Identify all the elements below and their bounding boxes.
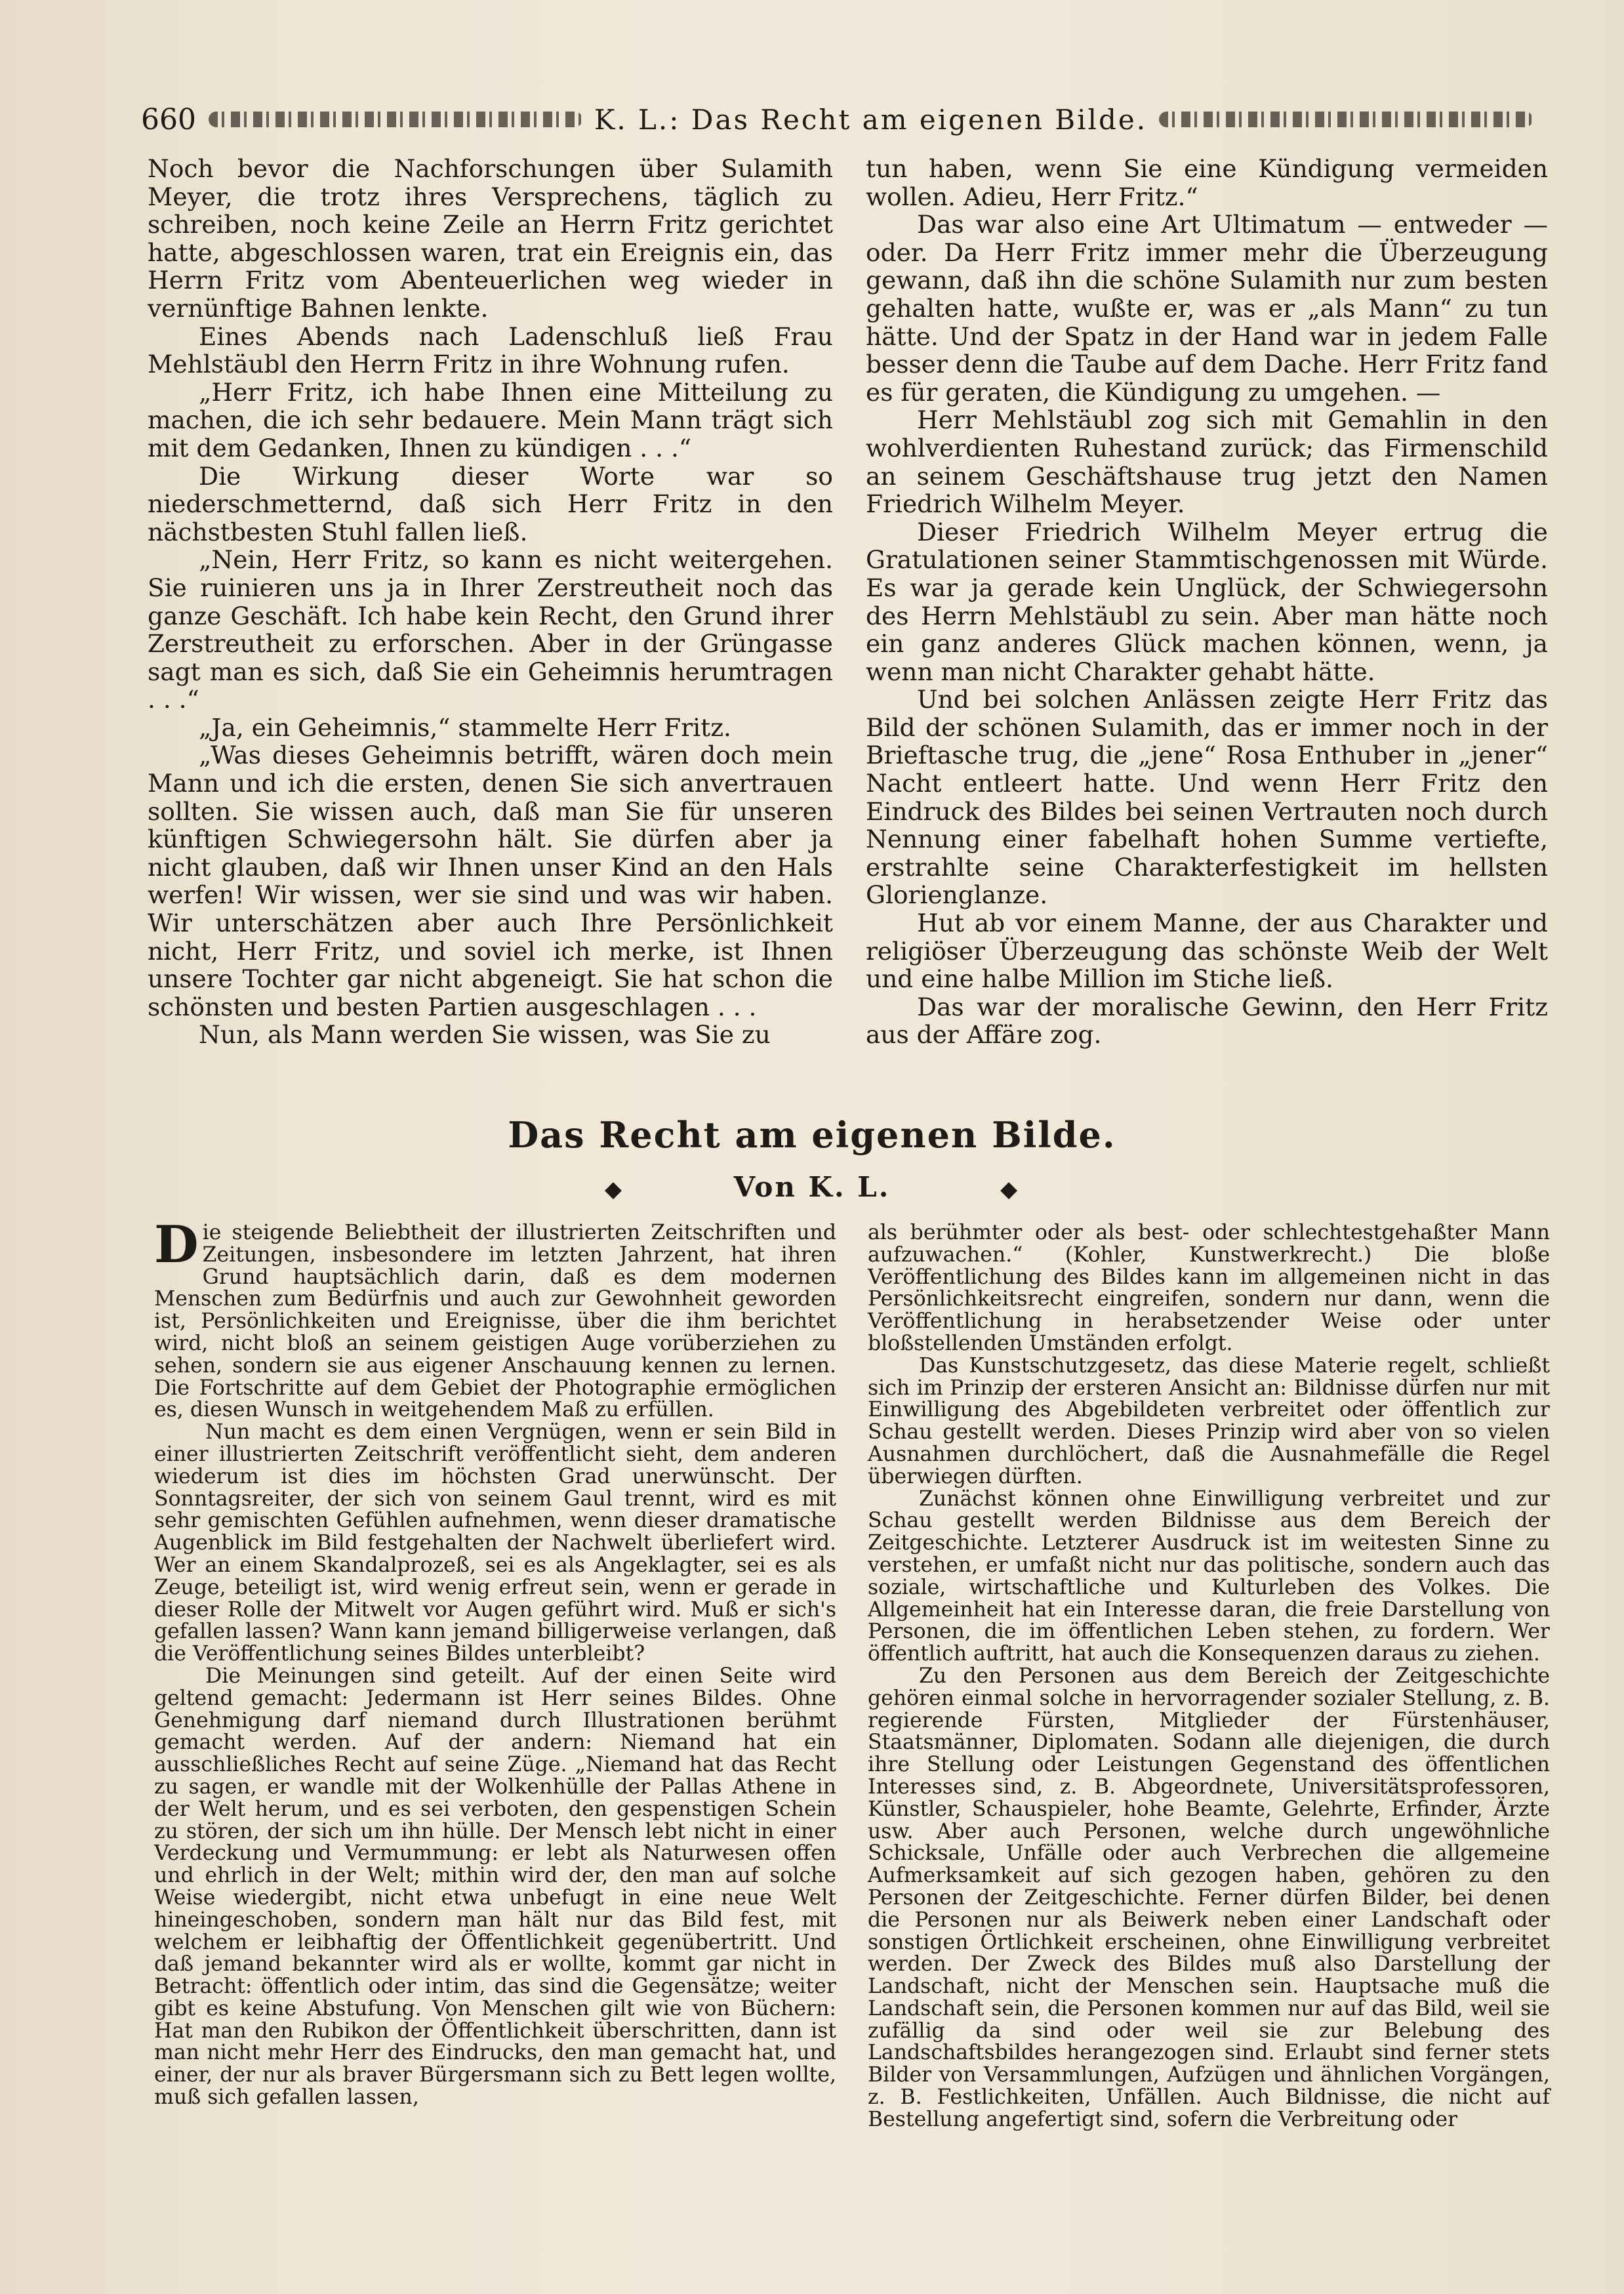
story-paragraph: „Nein, Herr Fritz, so kann es nicht weitergehen. Sie ruinieren uns ja in Ihrer Zerstreutheit noch das ganze Geschäft. Ich habe kein Recht, den Grund ihrer Zerstreutheit zu erforschen. Aber in der Grüngasse sagt man es sich, daß Sie ein Geheimnis herumtragen . . .“ [148, 545, 833, 714]
diamond-ornament-icon: ◆ [604, 1176, 624, 1202]
article-paragraph: Das Kunstschutzgesetz, das diese Materie regelt, schließt sich im Prinzip der ersteren Ansicht an: Bildnisse dürfen nur mit Einwilligung des Abgebildeten verbreitet oder öffentlich zur Schau gestellt werden. Dieses Prinzip wird aber von so vielen Ausnahmen durchlöchert, daß die Ausnahmefälle die Regel überwiegen dürften. [868, 1353, 1550, 1488]
article-paragraph: Die Meinungen sind geteilt. Auf der einen Seite wird geltend gemacht: Jedermann ist Herr seines Bildes. Ohne Genehmigung darf niemand durch Illustrationen berühmt gemacht werden. Auf der andern: Niemand hat ein ausschließliches Recht auf seine Züge. „Niemand hat das Recht zu sagen, er wandle mit der Wolkenhülle der Pallas Athene in der Welt herum, und es sei verboten, den gespenstigen Schein zu stören, der sich um ihn hülle. Der Mensch lebt nicht in einer Verdeckung und Vermummung: er lebt als Naturwesen offen und ehrlich in der Welt; mithin wird der, den man auf solche Weise wiedergibt, nicht etwa unbefugt in eine neue Welt hineingeschoben, sondern man hält nur das Bild fest, mit welchem er leibhaftig der Öffentlichkeit gegenübertritt. Und daß jemand bekannter wird als er wollte, kommt gar nicht in Betracht: öffentlich oder intim, das sind die Gegensätze; weiter gibt es keine Abstufung. Von Menschen gilt wie von Büchern: Hat man den Rubikon der Öffentlichkeit überschritten, dann ist man nicht mehr Herr des Eindrucks, den man gemacht hat, und einer, der nur als braver Bürgersmann sich zu Bett legen wollte, muß sich gefallen lassen, [154, 1664, 836, 2110]
diamond-ornament-icon: ◆ [1000, 1176, 1020, 1202]
story-paragraph: Eines Abends nach Ladenschluß ließ Frau Mehlstäubl den Herrn Fritz in ihre Wohnung rufen. [148, 321, 833, 379]
story-paragraph: Noch bevor die Nachforschungen über Sulamith Meyer, die trotz ihres Versprechens, täglich zu schreiben, noch keine Zeile an Herrn Fritz gerichtet hatte, abgeschlossen waren, trat ein Ereignis ein, das Herrn Fritz vom Abenteuerlichen weg wieder in vernünftige Bahnen lenkte. [148, 154, 833, 323]
page-number: 660 [141, 102, 196, 136]
story-paragraph: „Ja, ein Geheimnis,“ stammelte Herr Fritz. [199, 712, 731, 742]
story-paragraph: Nun, als Mann werden Sie wissen, was Sie zu [199, 1020, 771, 1050]
story-paragraph: Das war also eine Art Ultimatum — entweder — oder. Da Herr Fritz immer mehr die Überzeugung gewann, daß ihn die schöne Sulamith nur zum besten gehalten hatte, wußte er, was er „als Mann“ zu tun hätte. Und der Spatz in der Hand war in jedem Falle besser denn die Taube auf dem Dache. Herr Fritz fand es für geraten, die Kündigung zu umgehen. — [866, 210, 1548, 407]
article-column-right [868, 1222, 1550, 2131]
byline-text: Von K. L. [733, 1171, 891, 1203]
article-paragraph: Zunächst können ohne Einwilligung verbreitet und zur Schau gestellt werden Bildnisse aus dem Bereich der Zeitgeschichte. Letzterer Ausdruck ist im weitesten Sinne zu verstehen, er umfaßt nicht nur das politische, sondern auch das soziale, wirtschaftliche und Kulturleben des Volkes. Die Allgemeinheit hat ein Interesse daran, die freie Darstellung von Personen, die im öffentlichen Leben stehen, zu fordern. Wer öffentlich auftritt, hat auch die Konsequenzen daraus zu ziehen. [868, 1486, 1550, 1666]
story-paragraph: Das war der moralische Gewinn, den Herr Fritz aus der Affäre zog. [866, 992, 1548, 1050]
page-header [141, 98, 1545, 140]
story-paragraph: Herr Mehlstäubl zog sich mit Gemahlin in den wohlverdienten Ruhestand zurück; das Firmenschild an seinem Geschäftshause trug jetzt den Namen Friedrich Wilhelm Meyer. [866, 405, 1548, 519]
story-column-right [866, 155, 1548, 1049]
story-paragraph: Und bei solchen Anlässen zeigte Herr Fritz das Bild der schönen Sulamith, das er immer noch in der Brieftasche trug, die „jene“ Rosa Enthuber in „jener“ Nacht entleert hatte. Und wenn Herr Fritz den Eindruck des Bildes bei seinen Vertrauten noch durch Nennung einer fabelhaft hohen Summe vertiefte, erstrahlte seine Charakterfestigkeit im hellsten Glorienglanze. [866, 685, 1548, 910]
article-paragraph: Nun macht es dem einen Vergnügen, wenn er sein Bild in einer illustrierten Zeitschrift veröffentlicht sieht, dem anderen wiederum ist dies im höchsten Grad unerwünscht. Der Sonntagsreiter, der sich von seinem Gaul trennt, wird es mit sehr gemischten Gefühlen aufnehmen, wenn dieser dramatische Augenblick im Bild festgehalten der Nachwelt überliefert wird. Wer an einem Skandalprozeß, sei es als Angeklagter, sei es als Zeuge, beteiligt ist, wird wenig erfreut sein, wenn er gerade in dieser Rolle der Mitwelt vor Augen geführt wird. Muß er sich's gefallen lassen? Wann kann jemand billigerweise verlangen, daß die Veröffentlichung seines Bildes unterbleibt? [154, 1420, 836, 1666]
article-title: Das Recht am eigenen Bilde. [508, 1114, 1116, 1156]
running-title: K. L.: Das Recht am eigenen Bilde. [594, 103, 1148, 136]
byline [0, 1171, 1624, 1203]
article-paragraph: als berühmter oder als best- oder schlechtestgehaßter Mann aufzuwachen.“ (Kohler, Kunstwerkrecht.) Die bloße Veröffentlichung des Bildes kann im allgemeinen nicht in das Persönlichkeitsrecht eingreifen, sondern nur dann, wenn die Veröffentlichung in herabsetzender Weise oder unter bloßstellenden Umständen erfolgt. [868, 1221, 1550, 1355]
header-ornament-right [1159, 112, 1533, 127]
story-paragraph: „Was dieses Geheimnis betrifft, wären doch mein Mann und ich die ersten, denen Sie sich anvertrauen sollten. Sie wissen auch, daß man Sie für unseren künftigen Schwiegersohn hält. Sie dürfen aber ja nicht glauben, daß wir Ihnen unser Kind an den Hals werfen! Wir wissen, wer sie sind und was wir haben. Wir unterschätzen aber auch Ihre Persönlichkeit nicht, Herr Fritz, und soviel ich merke, ist Ihnen unsere Tochter gar nicht abgeneigt. Sie hat schon die schönsten und besten Partien ausgeschlagen . . . [148, 741, 833, 1021]
story-paragraph: Hut ab vor einem Manne, der aus Charakter und religiöser Überzeugung das schönste Weib der Welt und eine halbe Million im Stiche ließ. [866, 909, 1548, 994]
header-ornament-left [209, 112, 582, 127]
story-paragraph: Dieser Friedrich Wilhelm Meyer ertrug die Gratulationen seiner Stammtischgenossen mit Würde. Es war ja gerade kein Unglück, der Schwiegersohn des Herrn Mehlstäubl zu sein. Aber man hätte noch ein ganz anderes Glück machen können, wenn, ja wenn man nicht Charakter gehabt hätte. [866, 517, 1548, 686]
article-paragraph: Zu den Personen aus dem Bereich der Zeitgeschichte gehören einmal solche in hervorragender sozialer Stellung, z. B. regierende Fürsten, Mitglieder der Fürstenhäuser, Staatsmänner, Diplomaten. Sodann alle diejenigen, die durch ihre Stellung oder Leistungen Gegenstand des öffentlichen Interesses sind, z. B. Abgeordnete, Universitätsprofessoren, Künstler, Schauspieler, hohe Beamte, Gelehrte, Erfinder, Ärzte usw. Aber auch Personen, welche durch ungewöhnliche Schicksale, Unfälle oder auch Verbrechen die allgemeine Aufmerksamkeit auf sich gezogen haben, gehören zu den Personen der Zeitgeschichte. Ferner dürfen Bilder, bei denen die Personen nur als Beiwerk neben einer Landschaft oder sonstigen Örtlichkeit erscheinen, ohne Einwilligung verbreitet werden. Der Zweck des Bildes muß also Darstellung der Landschaft, nicht der Menschen sein. Hauptsache muß die Landschaft sein, die Personen kommen nur auf das Bild, weil sie zufällig da sind oder weil sie zur Belebung des Landschaftsbildes herangezogen sind. Erlaubt sind ferner stets Bilder von Versammlungen, Aufzügen und ähnlichen Vorgängen, z. B. Festlichkeiten, Unfällen. Auch Bildnisse, die nicht auf Bestellung angefertigt sind, sofern die Verbreitung oder [868, 1664, 1550, 2131]
article-column-left [154, 1215, 836, 2110]
story-paragraph: „Herr Fritz, ich habe Ihnen eine Mitteilung zu machen, die ich sehr bedauere. Mein Mann trägt sich mit dem Gedanken, Ihnen zu kündigen . . .“ [148, 377, 833, 462]
article-paragraph-text: ie steigende Beliebtheit der illustrierten Zeitschriften und Zeitungen, insbesondere im letzten Jahrzent, hat ihren Grund hauptsächlich darin, daß es dem modernen Menschen zum Bedürfnis und auch zur Gewohnheit geworden ist, Persönlichkeiten und Ereignisse, über die ihm berichtet wird, nicht bloß an seinem geistigen Auge vorüberziehen zu sehen, sondern sie aus eigener Anschauung kennen zu lernen. Die Fortschritte auf dem Gebiet der Photographie ermöglichen es, diesen Wunsch in weitgehendem Maß zu erfüllen. [154, 1221, 836, 1422]
article-paragraph [154, 1215, 836, 1422]
story-paragraph: tun haben, wenn Sie eine Kündigung vermeiden wollen. Adieu, Herr Fritz.“ [866, 154, 1548, 211]
story-paragraph: Die Wirkung dieser Worte war so niederschmetternd, daß sich Herr Fritz in den nächstbesten Stuhl fallen ließ. [148, 461, 833, 546]
drop-cap: D [154, 1215, 199, 1275]
story-column-left [148, 155, 833, 1049]
